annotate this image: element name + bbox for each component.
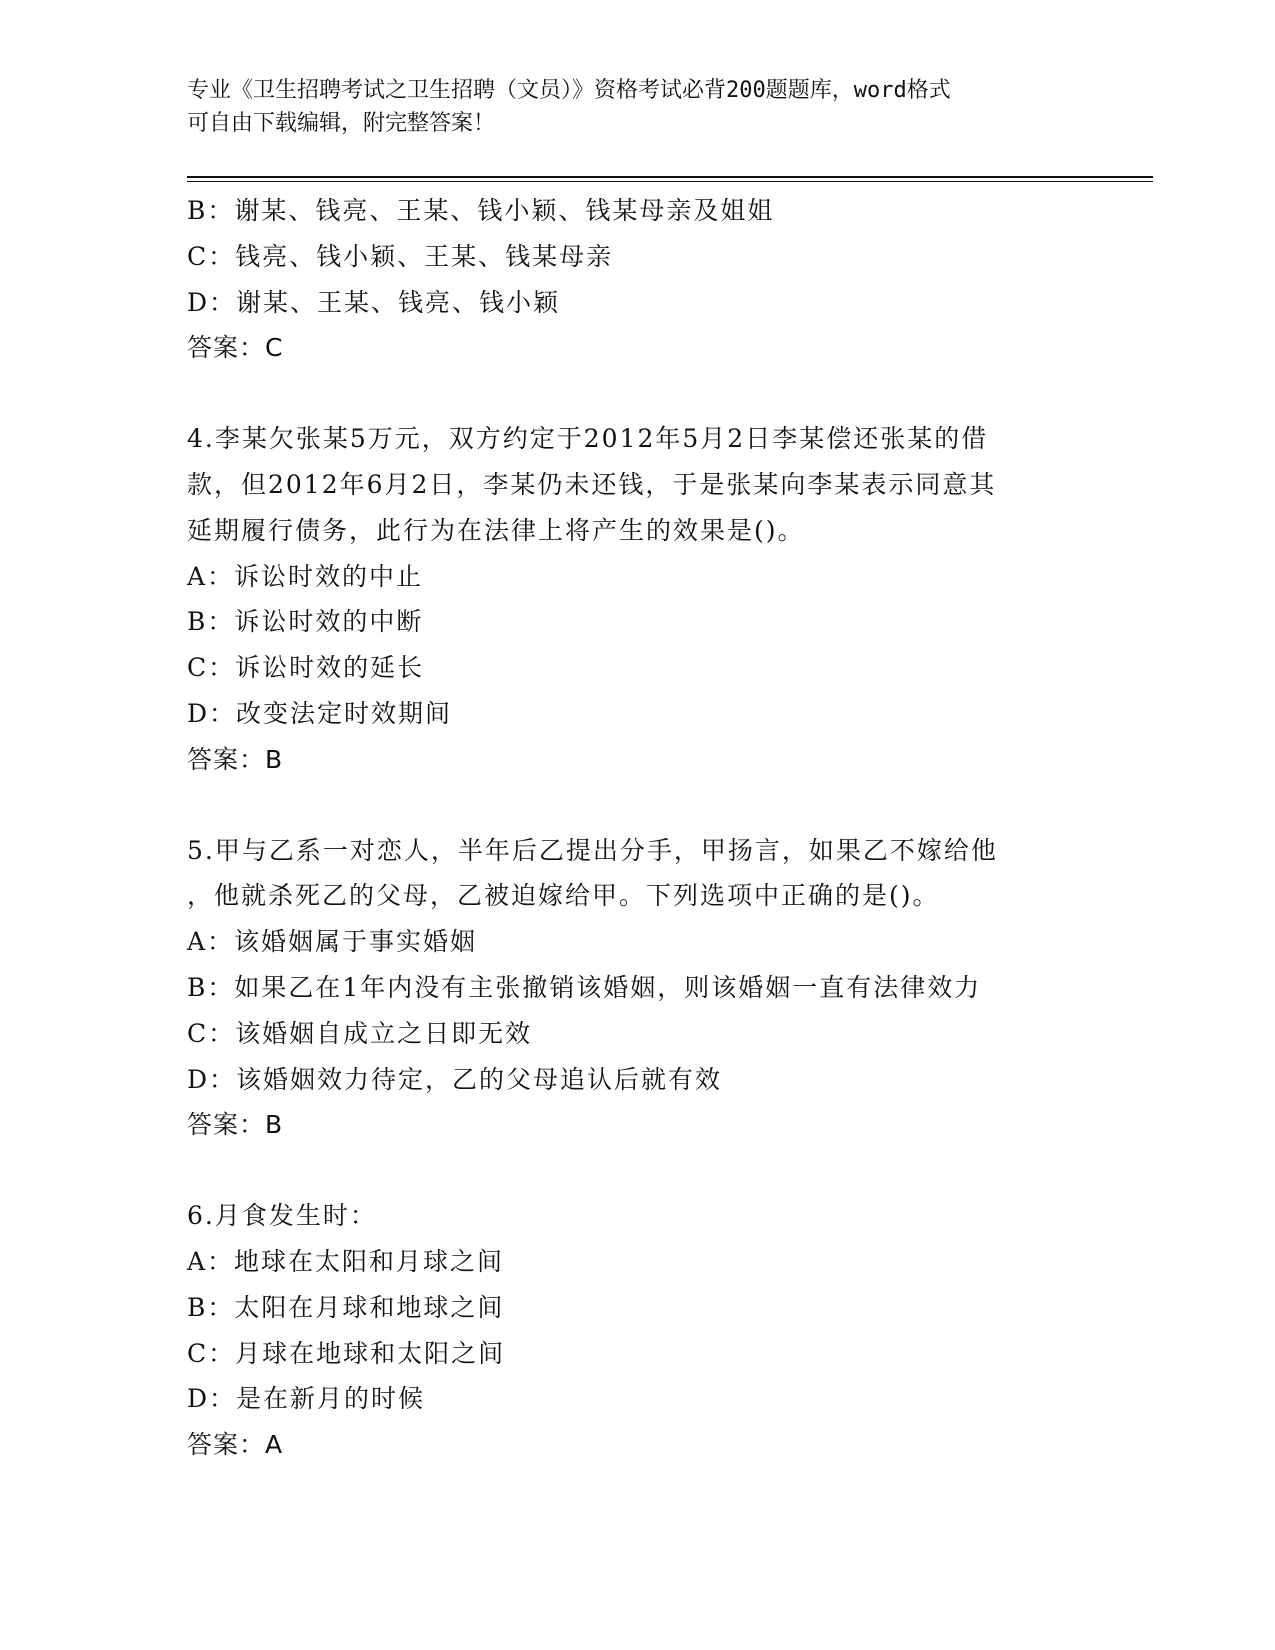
question-5 [187, 828, 1087, 1149]
option-d: D：改变法定时效期间 [187, 698, 453, 728]
option-b: B：谢某、钱亮、王某、钱小颖、钱某母亲及姐姐 [187, 196, 775, 225]
question-text: 延期履行债务，此行为在法律上将产生的效果是()。 [187, 515, 805, 545]
spacer [187, 371, 1087, 416]
option-d: D：谢某、王某、钱亮、钱小颖 [187, 287, 561, 317]
spacer [187, 783, 1087, 828]
option-d: D：是在新月的时候 [187, 1384, 426, 1414]
question-text: ，他就杀死乙的父母，乙被迫嫁给甲。下列选项中正确的是()。 [187, 881, 940, 911]
option-c: C：钱亮、钱小颖、王某、钱某母亲 [187, 241, 614, 271]
option-b: B：太阳在月球和地球之间 [187, 1292, 505, 1322]
answer: 答案：B [187, 744, 284, 774]
question-text: 款，但2012年6月2日，李某仍未还钱，于是张某向李某表示同意其 [187, 469, 997, 499]
option-a: A：地球在太阳和月球之间 [187, 1246, 505, 1276]
option-b: B：如果乙在1年内没有主张撤销该婚姻，则该婚姻一直有法律效力 [187, 972, 982, 1002]
header-rule-thin [187, 181, 1153, 182]
option-a: A：诉讼时效的中止 [187, 561, 424, 591]
header-rule-thick [187, 176, 1153, 178]
answer: 答案：C [187, 333, 284, 363]
option-a: A：该婚姻属于事实婚姻 [187, 927, 478, 957]
header-line-1: 专业《卫生招聘考试之卫生招聘（文员）》资格考试必背200题题库，word格式 [187, 78, 951, 103]
question-list [187, 188, 1087, 1468]
answer: 答案：B [187, 1110, 284, 1140]
header-line-2: 可自由下载编辑，附完整答案！ [187, 111, 496, 136]
option-b: B：诉讼时效的中断 [187, 607, 424, 637]
answer: 答案：A [187, 1430, 284, 1460]
question-text: 5.甲与乙系一对恋人，半年后乙提出分手，甲扬言，如果乙不嫁给他 [187, 835, 998, 865]
document-header [187, 74, 1067, 140]
question-4 [187, 416, 1087, 782]
spacer [187, 1148, 1087, 1193]
question-text: 4.李某欠张某5万元，双方约定于2012年5月2日李某偿还张某的借 [187, 424, 989, 454]
option-c: C：月球在地球和太阳之间 [187, 1338, 506, 1368]
option-c: C：该婚姻自成立之日即无效 [187, 1018, 533, 1048]
question-3 [187, 188, 1087, 371]
question-text: 6.月食发生时： [187, 1201, 377, 1231]
question-6 [187, 1193, 1087, 1468]
option-d: D：该婚姻效力待定，乙的父母追认后就有效 [187, 1064, 723, 1094]
option-c: C：诉讼时效的延长 [187, 653, 425, 683]
